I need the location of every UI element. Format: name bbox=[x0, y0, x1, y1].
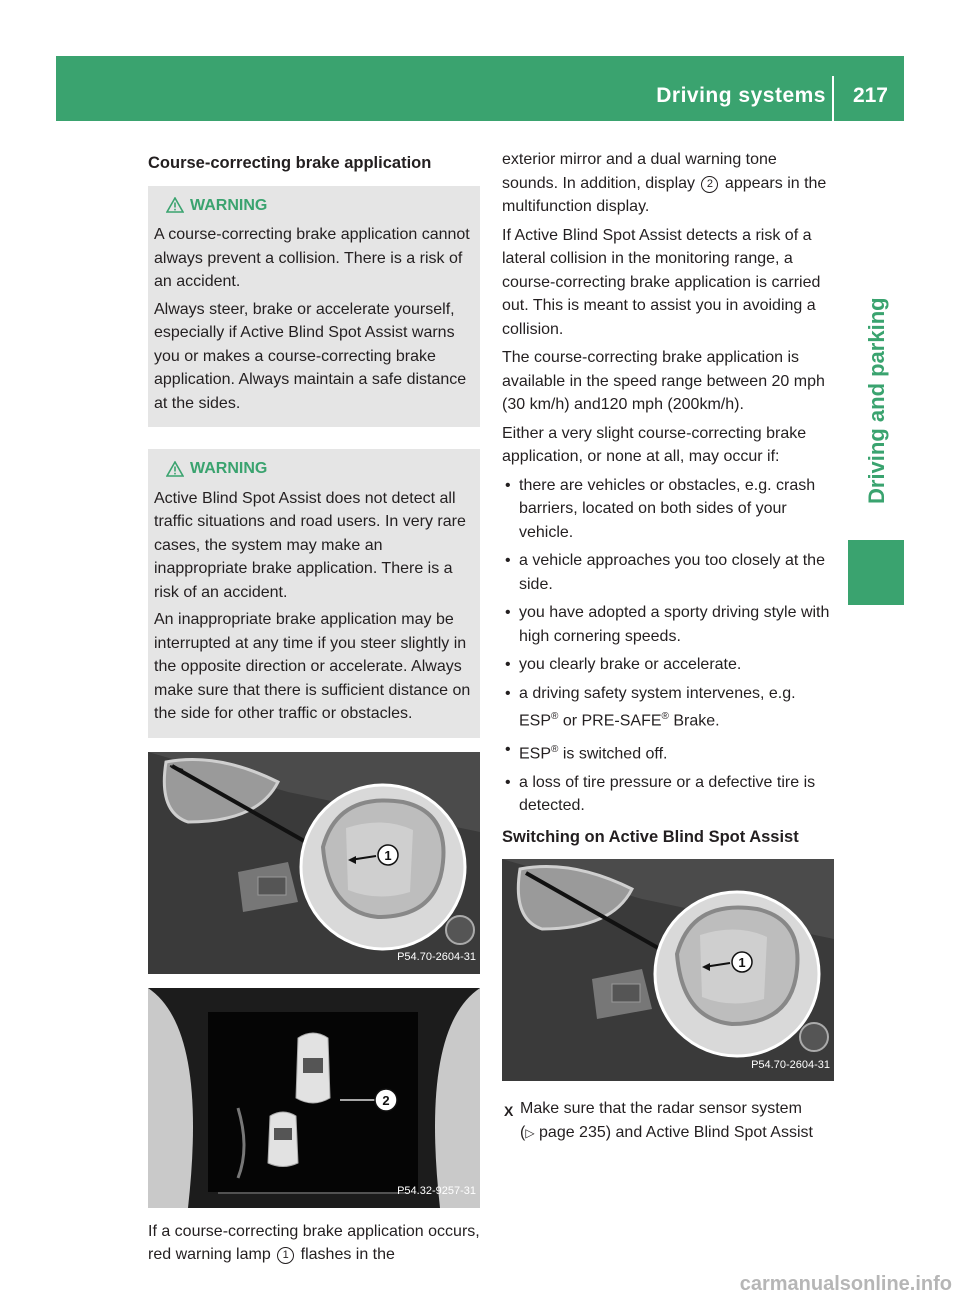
list-item: • you clearly brake or accelerate. bbox=[502, 653, 836, 677]
side-tab-block bbox=[848, 540, 904, 605]
list-item: • you have adopted a sporty driving style with high cornering speeds. bbox=[502, 601, 836, 648]
step-arrow-icon: X bbox=[504, 1103, 514, 1120]
section-title: Course-correcting brake application bbox=[148, 154, 432, 172]
side-tab-label: Driving and parking bbox=[864, 297, 889, 504]
callout-2: 2 bbox=[382, 1092, 390, 1108]
header-divider bbox=[832, 76, 834, 121]
left-column bbox=[148, 148, 480, 1272]
callout-1: 1 bbox=[738, 955, 746, 971]
mirror-illustration bbox=[502, 859, 834, 1081]
marker-1: 1 bbox=[277, 1247, 294, 1264]
warning-label: WARNING bbox=[190, 460, 268, 477]
instrument-display-illustration bbox=[148, 988, 480, 1208]
image-code: P54.32-9257-31 bbox=[397, 1185, 476, 1197]
warning-text: Active Blind Spot Assist does not detect all traffic situations and road users. In very rare cases, the system may make an inappropriate brake application. There is a risk of an accident. bbox=[154, 489, 466, 601]
side-tab bbox=[848, 121, 904, 531]
warning-triangle-icon bbox=[166, 461, 184, 477]
section-title: Switching on Active Blind Spot Assist bbox=[502, 827, 799, 846]
body-paragraph: If Active Blind Spot Assist detects a risk of a lateral collision in the monitoring range, a course-correcting brake application is carried out. This is meant to assist you in avoiding a collision. bbox=[502, 226, 821, 338]
warning-box bbox=[148, 186, 480, 428]
body-paragraph: If a course-correcting brake application occurs, red warning lamp 1 flashes in the bbox=[148, 1222, 480, 1263]
warning-text: A course-correcting brake application cannot always prevent a collision. There is a risk of an accident. bbox=[154, 226, 470, 290]
body-paragraph: The course-correcting brake application is available in the speed range between 20 mph (30 km/h) and120 mph (200km/h). bbox=[502, 349, 825, 413]
image-code: P54.70-2604-31 bbox=[397, 951, 476, 963]
callout-1: 1 bbox=[384, 847, 392, 863]
warning-text: An inappropriate brake application may be interrupted at any time if you steer slightly in the opposite direction or accelerate. Always make sure that there is sufficient distance on the side for other traffic or obstacles. bbox=[154, 611, 471, 722]
list-item: • ESP® is switched off. bbox=[502, 738, 836, 766]
list-item: • there are vehicles or obstacles, e.g. crash barriers, located on both sides of your vehicle. bbox=[502, 474, 836, 545]
page-number: 217 bbox=[852, 84, 888, 107]
warning-label: WARNING bbox=[190, 196, 268, 214]
list-item: • a driving safety system intervenes, e.g. ESP® or PRE-SAFE® Brake. bbox=[502, 682, 836, 733]
body-paragraph: exterior mirror and a dual warning tone sounds. In addition, display 2 appears in the multifunction display. bbox=[502, 151, 827, 215]
header-bar bbox=[56, 56, 904, 121]
warning-triangle-icon bbox=[166, 197, 184, 213]
watermark: carmanualsonline.info bbox=[739, 1273, 952, 1295]
marker-2: 2 bbox=[701, 176, 718, 193]
mirror-photo bbox=[148, 752, 480, 974]
warning-box bbox=[148, 449, 480, 738]
instruction-step: X Make sure that the radar sensor system (▷ page 235) and Active Blind Spot Assist bbox=[504, 1100, 813, 1141]
warning-header bbox=[166, 457, 474, 481]
body-paragraph: Either a very slight course-correcting brake application, or none at all, may occur if: bbox=[502, 424, 807, 465]
page-reference-icon: ▷ bbox=[525, 1125, 535, 1140]
list-item: • a loss of tire pressure or a defective tire is detected. bbox=[502, 771, 836, 818]
image-code: P54.70-2604-31 bbox=[751, 1058, 830, 1071]
list-item: • a vehicle approaches you too closely at the side. bbox=[502, 549, 836, 596]
warning-header bbox=[166, 194, 474, 218]
condition-list bbox=[502, 474, 836, 818]
warning-text: Always steer, brake or accelerate yourself, especially if Active Blind Spot Assist warns you or makes a course-correcting brake application. Always maintain a safe distance at the sides. bbox=[154, 300, 467, 412]
chapter-title: Driving systems bbox=[656, 84, 826, 107]
mirror-photo bbox=[502, 859, 834, 1081]
mirror-illustration bbox=[148, 752, 480, 974]
display-photo bbox=[148, 988, 480, 1208]
right-column bbox=[502, 148, 836, 1145]
